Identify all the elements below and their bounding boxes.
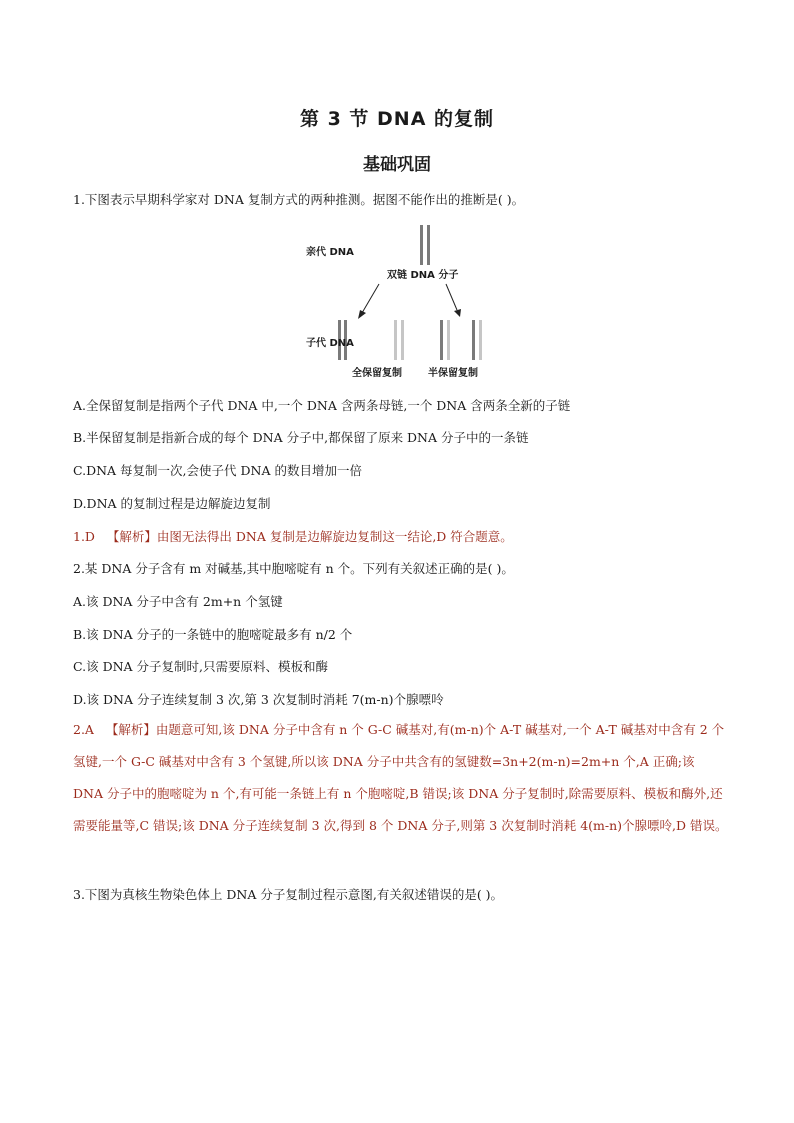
section-subtitle: 基础巩固 bbox=[363, 155, 431, 175]
arrowhead-conservative bbox=[358, 310, 366, 319]
page-title: 第 3 节 DNA 的复制 bbox=[299, 108, 495, 130]
q2-answer-key: 2.A bbox=[73, 722, 94, 737]
arrowhead-semi bbox=[454, 309, 461, 317]
parent-dna-label: 亲代 DNA bbox=[306, 247, 354, 258]
parent-strand-right bbox=[427, 225, 430, 265]
q1-answer-text: 由图无法得出 DNA 复制是边解旋边复制这一结论,D 符合题意。 bbox=[156, 529, 513, 544]
semi-old-strand-1 bbox=[440, 320, 443, 360]
q1-option-c: C.DNA 每复制一次,会使子代 DNA 的数目增加一倍 bbox=[73, 463, 362, 478]
q2-option-c: C.该 DNA 分子复制时,只需要原料、模板和酶 bbox=[73, 659, 328, 674]
arrow-to-conservative bbox=[362, 284, 379, 313]
semi-new-strand-2 bbox=[479, 320, 482, 360]
conservative-new-strand-2 bbox=[401, 320, 404, 360]
q1-answer-tag: 【解析】 bbox=[106, 529, 157, 544]
arrow-to-semi bbox=[446, 284, 457, 310]
parent-strand-left bbox=[420, 225, 423, 265]
semi-old-strand-2 bbox=[472, 320, 475, 360]
q1-answer-key: 1.D bbox=[73, 529, 95, 544]
q2-answer bbox=[73, 714, 728, 842]
q1-stem: 1.下图表示早期科学家对 DNA 复制方式的两种推测。据图不能作出的推断是( )。 bbox=[73, 192, 525, 207]
q1-answer bbox=[73, 527, 513, 545]
semi-conservative-label: 半保留复制 bbox=[428, 368, 478, 379]
conservative-new-strand-1 bbox=[394, 320, 397, 360]
q2-stem: 2.某 DNA 分子含有 m 对碱基,其中胞嘧啶有 n 个。下列有关叙述正确的是( )。 bbox=[73, 561, 514, 576]
q1-option-d: D.DNA 的复制过程是边解旋边复制 bbox=[73, 496, 271, 511]
q1-option-a: A.全保留复制是指两个子代 DNA 中,一个 DNA 含两条母链,一个 DNA 含两条全新的子链 bbox=[73, 398, 571, 413]
semi-new-strand-1 bbox=[447, 320, 450, 360]
q2-option-b: B.该 DNA 分子的一条链中的胞嘧啶最多有 n/2 个 bbox=[73, 627, 353, 642]
conservative-label: 全保留复制 bbox=[352, 368, 402, 379]
q3-stem: 3.下图为真核生物染色体上 DNA 分子复制过程示意图,有关叙述错误的是( )。 bbox=[73, 887, 504, 902]
q2-answer-text: 由题意可知,该 DNA 分子中含有 n 个 G-C 碱基对,有(m-n)个 A-T 碱基对,一个 A-T 碱基对中含有 2 个氢键,一个 G-C 碱基对中含有 3 个氢键,所以该 DNA 分子中共含有的氢键数=3n+2(m-n)=2m+n 个,A 正确;该 DNA 分子中的胞嘧啶为 n 个,有可能一条链上有 n 个胞嘧啶,B 错误;该 DNA 分子复制时,除需要原料、模板和酶外,还需要能量等,C 错误;该 DNA 分子连续复制 3 次,得到 8 个 DNA 分子,则第 3 次复制时消耗 4(m-n)个腺嘌呤,D 错误。 bbox=[73, 722, 728, 833]
q2-option-a: A.该 DNA 分子中含有 2m+n 个氢键 bbox=[73, 594, 283, 609]
q2-answer-tag: 【解析】 bbox=[105, 722, 156, 737]
q1-option-b: B.半保留复制是指新合成的每个 DNA 分子中,都保留了原来 DNA 分子中的一条链 bbox=[73, 430, 529, 445]
q2-option-d: D.该 DNA 分子连续复制 3 次,第 3 次复制时消耗 7(m-n)个腺嘌呤 bbox=[73, 692, 444, 707]
child-dna-label: 子代 DNA bbox=[306, 338, 354, 349]
double-strand-label: 双链 DNA 分子 bbox=[387, 270, 459, 281]
